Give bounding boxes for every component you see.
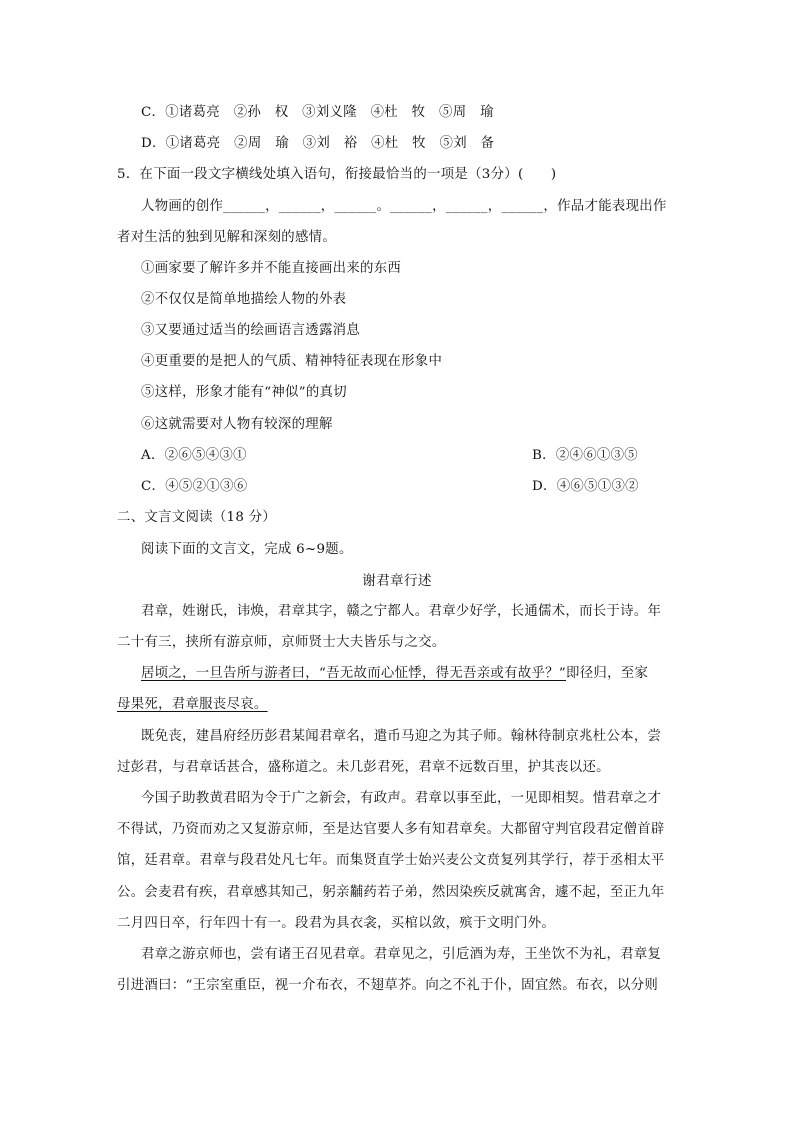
passage-p2-line-1-rest: 即径归，至家 [566,666,649,681]
passage-p4-line-3: 馆，廷君章。君章与段君处凡七年。而集贤直学士始兴麦公文贲复列其学行，荐于丞相太平 [117,853,665,868]
answer-d: D．④⑥⑤①③② [532,479,639,494]
answer-b: B．②④⑥①③⑤ [532,448,638,463]
option-d-line: D．①诸葛亮 ②周 瑜 ③刘 裕 ④杜 牧 ⑤刘 备 [141,136,495,151]
passage-p3-line-1: 既免丧，建昌府经历彭君某闻君章名，遣币马迎之为其子师。翰林待制京兆杜公本，尝 [141,729,662,744]
underlined-sentence-end: 母果死，君章服丧尽哀。 [117,697,268,712]
passage-p5-line-1: 君章之游京师也，尝有诸王召见君章。君章见之，引卮酒为寿，王坐饮不为礼，君章复 [141,947,662,962]
passage-p4-line-5: 二月四日卒，行年四十有一。段君为具衣衾，买棺以敛，殡于文明门外。 [117,916,556,931]
sentence-3: ③又要通过适当的绘画语言透露消息 [141,323,361,338]
option-c-line: C．①诸葛亮 ②孙 权 ③刘义隆 ④杜 牧 ⑤周 瑜 [141,105,494,120]
section-2-heading: 二、文言文阅读（18 分） [117,510,277,525]
reading-instruction: 阅读下面的文言文，完成 6~9题。 [141,542,353,557]
passage-title: 谢君章行述 [362,573,432,589]
passage-p4-line-2: 不得试，乃资而劝之又复游京师，至是达官要人多有知君章矣。大都留守判官段君定僧首辟 [117,822,665,837]
question-5-stem-line-2: 者对生活的独到见解和深刻的感情。 [117,230,337,245]
question-5-prompt: 5．在下面一段文字横线处填入语句，衔接最恰当的一项是（3分）( ) [117,167,557,182]
passage-p1-line-2: 二十有三，挟所有游京师，京师贤士大夫皆乐与之交。 [117,635,446,650]
sentence-4: ④更重要的是把人的气质、精神特征表现在形象中 [141,354,443,369]
passage-p5-line-2: 引进酒曰：“王宗室重臣，视一介布衣，不翅草芥。向之不礼于仆，固宜然。布衣，以分则 [117,978,659,993]
sentence-1: ①画家要了解许多并不能直接画出来的东西 [141,261,402,276]
sentence-2: ②不仅仅是简单地描绘人物的外表 [141,292,347,307]
sentence-5: ⑤这样，形象才能有“神似”的真切 [141,385,347,400]
answer-c: C．④⑤②①③⑥ [141,479,248,494]
question-5-stem-line-1: 人物画的创作______，______，______。______，______，______，作品才能表现出作 [141,199,667,214]
passage-p4-line-4: 公。会麦君有疾，君章感其知己，躬亲黼药若子弟，然因染疾反就寓舍，遽不起，至正九年 [117,885,665,900]
underlined-sentence: 居顷之，一旦告所与游者曰，“吾无故而心怔悸，得无吾亲或有故乎？” [141,666,567,681]
passage-p2-line-1 [141,664,794,684]
answer-row-ab [141,446,794,466]
passage-p4-line-1: 今国子助教黄君昭为令于广之新会，有政声。君章以事至此，一见即相契。惜君章之才 [141,791,662,806]
passage-p1-line-1: 君章，姓谢氏，讳焕，君章其字，赣之宁都人。君章少好学，长通儒术，而长于诗。年 [141,604,662,619]
answer-row-cd [141,477,794,497]
passage-p2-line-2 [117,695,794,715]
passage-p3-line-2: 过彭君，与君章话甚合，盛称道之。未几彭君死，君章不远数百里，护其丧以还。 [117,760,610,775]
sentence-6: ⑥这就需要对人物有较深的理解 [141,417,333,432]
answer-a: A．②⑥⑤④③① [141,448,247,463]
